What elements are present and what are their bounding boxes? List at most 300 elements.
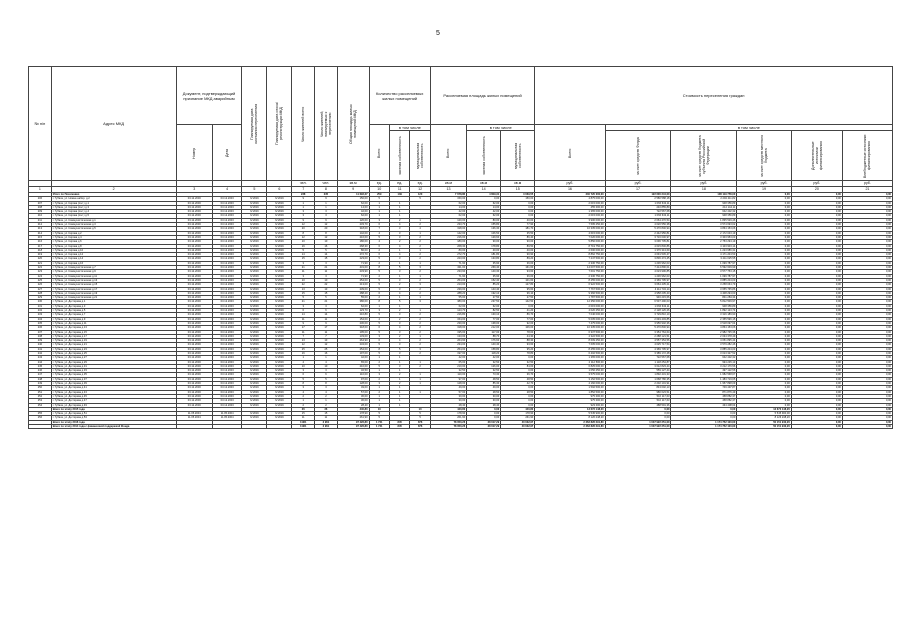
column-number-cell: 13 bbox=[430, 187, 466, 193]
table-cell: 8 255 000,00 bbox=[535, 278, 605, 282]
table-cell: 1 099 787,97 bbox=[671, 261, 737, 265]
table-cell: 03.12.2003 bbox=[212, 351, 242, 355]
table-cell: 57,00 bbox=[337, 390, 369, 394]
table-cell: 7 595 250,00 bbox=[535, 223, 605, 227]
table-cell: 1 bbox=[389, 377, 409, 381]
table-cell: г. Губаха, ул. Дегтярева д.31 bbox=[51, 364, 176, 368]
table-cell: 0,00 bbox=[737, 364, 791, 368]
table-cell: 318,00 bbox=[337, 326, 369, 330]
resettlement-table-sheet bbox=[28, 66, 893, 429]
table-cell: 03.12.2003 bbox=[212, 373, 242, 377]
table-cell: 242 bbox=[29, 351, 52, 355]
table-cell: г. Губаха, ул. Коммунистическая д.17 bbox=[51, 287, 176, 291]
table-cell: 209 bbox=[29, 210, 52, 214]
table-cell: 1 bbox=[369, 214, 389, 218]
table-cell: 2 202 101,91 bbox=[605, 382, 671, 386]
table-cell: 0,00 bbox=[842, 248, 892, 252]
table-cell: 93,60 bbox=[501, 343, 535, 347]
table-cell: 0,00 bbox=[737, 369, 791, 373]
table-cell: 455 000,00 bbox=[535, 205, 605, 209]
table-cell: 8 bbox=[315, 382, 338, 386]
table-cell: 3 577 753,15 bbox=[671, 270, 737, 274]
table-cell: 0,00 bbox=[842, 369, 892, 373]
table-cell: 221 bbox=[29, 261, 52, 265]
table-cell: 0,00 bbox=[791, 330, 842, 334]
table-cell: 86,40 bbox=[501, 235, 535, 239]
table-cell: 1 174 752 100,60 bbox=[671, 420, 737, 424]
table-cell: 11.05.2004 bbox=[176, 416, 212, 420]
table-cell: 2 bbox=[410, 291, 430, 295]
table-cell: 9 bbox=[292, 197, 315, 201]
table-cell: 42,00 bbox=[467, 210, 501, 214]
table-cell: 3 bbox=[389, 235, 409, 239]
table-cell: 0,00 bbox=[737, 257, 791, 261]
table-cell: 2 bbox=[369, 360, 389, 364]
table-cell: 0,00 bbox=[842, 257, 892, 261]
table-cell: 5 bbox=[389, 300, 409, 304]
table-cell: 16 bbox=[315, 244, 338, 248]
table-cell: IV.2016 bbox=[267, 296, 292, 300]
table-cell: 0,00 bbox=[791, 235, 842, 239]
table-cell: 0,00 bbox=[737, 287, 791, 291]
table-cell: 4 bbox=[389, 291, 409, 295]
table-cell: 78,80 bbox=[501, 351, 535, 355]
table-cell: г. Губаха, ул. Нижне-набер. д.2 bbox=[51, 197, 176, 201]
table-cell: IV.2016 bbox=[242, 412, 267, 416]
table-cell: 2 bbox=[410, 321, 430, 325]
table-cell: 5 bbox=[369, 278, 389, 282]
table-cell: 03.12.2003 bbox=[176, 201, 212, 205]
table-cell: 229 bbox=[29, 296, 52, 300]
table-cell: 03.12.2003 bbox=[212, 369, 242, 373]
table-cell: 8 255 000,00 bbox=[535, 347, 605, 351]
table-cell: IV.2016 bbox=[242, 291, 267, 295]
table-cell: 11.05.2004 bbox=[176, 412, 212, 416]
table-cell: 213 bbox=[29, 227, 52, 231]
table-cell: 4 bbox=[292, 360, 315, 364]
table-cell: 133,00 bbox=[430, 334, 466, 338]
column-number-cell: 16 bbox=[535, 187, 605, 193]
table-cell: 0,00 bbox=[501, 386, 535, 390]
table-cell: 03.12.2003 bbox=[212, 390, 242, 394]
header-address: Адрес МКД bbox=[51, 67, 176, 181]
table-cell: 845 bbox=[389, 425, 409, 429]
table-cell: 13 bbox=[292, 339, 315, 343]
table-cell: 264,90 bbox=[337, 339, 369, 343]
table-cell: 1 bbox=[389, 248, 409, 252]
table-cell: 0,00 bbox=[501, 394, 535, 398]
table-cell: 1 bbox=[369, 399, 389, 403]
header-residents: Число жителей всего bbox=[292, 67, 315, 181]
table-cell: 1 957 898,09 bbox=[671, 382, 737, 386]
table-cell: IV.2016 bbox=[267, 364, 292, 368]
table-cell: 0,00 bbox=[737, 235, 791, 239]
table-cell: 3 bbox=[315, 214, 338, 218]
table-cell: 03.12.2003 bbox=[212, 326, 242, 330]
table-cell: 15 bbox=[315, 291, 338, 295]
table-cell: 252 bbox=[29, 394, 52, 398]
table-cell: 22 bbox=[292, 283, 315, 287]
table-cell: 0,00 bbox=[842, 317, 892, 321]
table-cell: 230,00 bbox=[430, 321, 466, 325]
table-cell: 4 369 795,97 bbox=[605, 347, 671, 351]
table-cell: 03.12.2003 bbox=[176, 351, 212, 355]
table-cell: IV.2016 bbox=[267, 240, 292, 244]
table-cell: 0,00 bbox=[737, 218, 791, 222]
table-cell: 3 885 204,03 bbox=[671, 347, 737, 351]
table-cell: 5 bbox=[369, 330, 389, 334]
table-cell: IV.2016 bbox=[242, 296, 267, 300]
table-cell: 246 bbox=[29, 369, 52, 373]
table-cell: 03.12.2003 bbox=[176, 403, 212, 407]
table-cell: 0,00 bbox=[842, 274, 892, 278]
table-cell: 78,00 bbox=[501, 330, 535, 334]
table-cell: 4 958 205,40 bbox=[605, 291, 671, 295]
table-cell: 0,00 bbox=[737, 261, 791, 265]
table-cell: 0,00 bbox=[791, 201, 842, 205]
table-cell: 3 612 823,44 bbox=[605, 364, 671, 368]
table-cell: 03.12.2003 bbox=[176, 291, 212, 295]
table-cell: 0,00 bbox=[791, 343, 842, 347]
table-cell: 3 bbox=[369, 309, 389, 313]
table-cell: 38 017,29 bbox=[467, 420, 501, 424]
table-cell: 217 bbox=[29, 244, 52, 248]
table-cell: 4 025 717,54 bbox=[605, 343, 671, 347]
table-cell: 0,00 bbox=[501, 201, 535, 205]
table-cell: 243 bbox=[29, 356, 52, 360]
table-cell: 7 605 000,00 bbox=[535, 343, 605, 347]
column-number-cell: 5 bbox=[242, 187, 267, 193]
table-cell: 233 bbox=[29, 313, 52, 317]
table-cell: 4 875 000,00 bbox=[535, 197, 605, 201]
table-cell: 2 128 126,26 bbox=[605, 309, 671, 313]
table-cell: 2 bbox=[369, 296, 389, 300]
table-cell: 03.12.2003 bbox=[176, 227, 212, 231]
table-cell: г. Губаха, ул. Дегтярева д.15 bbox=[51, 330, 176, 334]
table-cell: 41,20 bbox=[501, 309, 535, 313]
table-cell: 5 bbox=[369, 287, 389, 291]
table-cell: 1 bbox=[410, 274, 430, 278]
table-cell: 6 337 500,00 bbox=[535, 330, 605, 334]
table-cell: IV.2016 bbox=[242, 244, 267, 248]
table-cell: 0,00 bbox=[791, 309, 842, 313]
table-cell: г. Губаха, ул. Дегтярева д.47 bbox=[51, 399, 176, 403]
table-cell: 14 bbox=[292, 253, 315, 257]
table-cell: 13 672 148,20 bbox=[535, 407, 605, 411]
table-cell: 3 bbox=[369, 218, 389, 222]
table-cell: 8 126 248,20 bbox=[535, 416, 605, 420]
table-cell: 5 bbox=[410, 412, 430, 416]
table-cell: 62,00 bbox=[337, 304, 369, 308]
table-cell: 1 592 500,00 bbox=[535, 386, 605, 390]
table-cell: 2 753 294,19 bbox=[671, 240, 737, 244]
table-cell: 0,00 bbox=[467, 412, 501, 416]
table-cell: 1 682 568,67 bbox=[671, 373, 737, 377]
table-cell: 0,00 bbox=[842, 326, 892, 330]
table-cell: 139 bbox=[389, 193, 409, 197]
table-cell: 5 bbox=[369, 343, 389, 347]
table-cell: IV.2016 bbox=[267, 218, 292, 222]
table-cell: 155,80 bbox=[467, 223, 501, 227]
table-cell: 62,00 bbox=[467, 304, 501, 308]
table-cell: 1 721 bbox=[369, 420, 389, 424]
table-cell: 15 bbox=[292, 257, 315, 261]
table-cell: 2 bbox=[410, 313, 430, 317]
table-cell: 3 bbox=[389, 257, 409, 261]
table-cell: 5 bbox=[292, 377, 315, 381]
table-cell: IV.2016 bbox=[242, 257, 267, 261]
table-cell: 4 864 153,06 bbox=[671, 227, 737, 231]
table-cell: 3 bbox=[410, 347, 430, 351]
table-cell: 12 bbox=[315, 343, 338, 347]
table-cell: 03.12.2003 bbox=[176, 394, 212, 398]
table-cell: 6 825 000,00 bbox=[535, 364, 605, 368]
table-cell: IV.2016 bbox=[242, 399, 267, 403]
table-cell: 318,00 bbox=[430, 227, 466, 231]
table-cell: IV.2016 bbox=[242, 351, 267, 355]
table-cell: 181,70 bbox=[501, 227, 535, 231]
table-cell: 03.12.2003 bbox=[212, 356, 242, 360]
table-cell: г. Губаха, ул. Кирова (пос.) д.5 bbox=[51, 214, 176, 218]
table-cell: г. Губаха, ул. Дегтярева д.45 bbox=[51, 394, 176, 398]
table-cell: 8 bbox=[369, 300, 389, 304]
table-cell: IV.2016 bbox=[242, 390, 267, 394]
header-area-incl: в том числе bbox=[467, 125, 535, 131]
table-cell: 8 719 750,00 bbox=[535, 244, 605, 248]
table-cell: 0,00 bbox=[737, 291, 791, 295]
table-cell: 0,00 bbox=[737, 313, 791, 317]
table-cell: 0,00 bbox=[842, 360, 892, 364]
table-cell: 14,00 bbox=[467, 205, 501, 209]
table-cell: IV.2016 bbox=[267, 360, 292, 364]
table-cell: 8 bbox=[292, 382, 315, 386]
table-cell: 133,00 bbox=[337, 334, 369, 338]
table-cell: 3 bbox=[389, 343, 409, 347]
table-cell: 0,00 bbox=[791, 394, 842, 398]
table-cell: 2 442 956,81 bbox=[605, 231, 671, 235]
table-cell: 161,60 bbox=[501, 266, 535, 270]
table-cell: 03.12.2003 bbox=[212, 266, 242, 270]
table-cell: 0,00 bbox=[842, 403, 892, 407]
table-cell: 03.12.2003 bbox=[176, 244, 212, 248]
table-cell: IV.2016 bbox=[242, 309, 267, 313]
table-cell: 65,00 bbox=[430, 360, 466, 364]
table-cell: IV.2016 bbox=[242, 386, 267, 390]
table-cell: 12 bbox=[292, 343, 315, 347]
table-cell: 0,00 bbox=[791, 223, 842, 227]
table-cell: IV.2016 bbox=[242, 360, 267, 364]
table-cell: 158,80 bbox=[467, 347, 501, 351]
table-cell: IV.2016 bbox=[267, 390, 292, 394]
table-cell: 6 bbox=[369, 253, 389, 257]
table-cell: 62,00 bbox=[430, 304, 466, 308]
table-cell: 0,00 bbox=[842, 425, 892, 429]
table-cell: 1 118 254,87 bbox=[605, 360, 671, 364]
table-cell: 03.12.2003 bbox=[212, 317, 242, 321]
table-cell: 3 bbox=[292, 369, 315, 373]
table-cell: 03.12.2003 bbox=[176, 326, 212, 330]
table-cell: 0,00 bbox=[737, 205, 791, 209]
table-cell: 0,00 bbox=[737, 390, 791, 394]
table-cell: 1 bbox=[410, 334, 430, 338]
table-cell: 3 bbox=[315, 369, 338, 373]
table-cell: 5 bbox=[369, 197, 389, 201]
table-cell: 1 223 686,31 bbox=[671, 248, 737, 252]
table-cell: 03.12.2003 bbox=[212, 270, 242, 274]
table-cell: 1 bbox=[315, 356, 338, 360]
table-cell: 71,90 bbox=[430, 261, 466, 265]
table-cell: 876 bbox=[410, 420, 430, 424]
table-cell: IV.2016 bbox=[267, 309, 292, 313]
table-cell: 7 020 000,00 bbox=[535, 235, 605, 239]
table-cell: 5 470 846,94 bbox=[605, 326, 671, 330]
table-cell: 85,30 bbox=[467, 382, 501, 386]
table-cell: Всего по этапу 2015 года bbox=[51, 407, 176, 411]
table-cell: 0,00 bbox=[791, 360, 842, 364]
unit-cell: кв.м bbox=[430, 181, 466, 187]
table-cell: 0,00 bbox=[737, 386, 791, 390]
table-cell: 7 767 500,00 bbox=[535, 287, 605, 291]
table-cell: 03.12.2003 bbox=[212, 218, 242, 222]
table-cell: 55,00 bbox=[430, 296, 466, 300]
table-cell: 0,00 bbox=[842, 283, 892, 287]
table-cell: 4 615 846,86 bbox=[605, 244, 671, 248]
table-cell: 3 bbox=[315, 210, 338, 214]
table-cell: 03.12.2003 bbox=[212, 291, 242, 295]
table-cell: 5 812 509,97 bbox=[671, 300, 737, 304]
table-cell: IV.2016 bbox=[242, 300, 267, 304]
column-number-cell: 21 bbox=[842, 187, 892, 193]
table-cell: 0,00 bbox=[842, 390, 892, 394]
table-cell: г. Губаха, ул. Кирова д.12 bbox=[51, 253, 176, 257]
table-cell: 288,20 bbox=[430, 291, 466, 295]
table-cell: 0,00 bbox=[842, 377, 892, 381]
table-cell bbox=[212, 425, 242, 429]
header-cost-local: за счет средств местного бюджета bbox=[737, 131, 791, 181]
table-cell: 3 900 000,00 bbox=[535, 218, 605, 222]
table-cell: 380,00 bbox=[337, 300, 369, 304]
table-cell: 180,00 bbox=[430, 240, 466, 244]
table-cell: 0,00 bbox=[791, 399, 842, 403]
table-cell: 241 bbox=[29, 347, 52, 351]
table-cell: г. Губаха, ул. Кирова (пос.) д.1 bbox=[51, 201, 176, 205]
table-cell: 1 bbox=[410, 309, 430, 313]
table-cell: 0,00 bbox=[842, 356, 892, 360]
table-cell: 0,00 bbox=[737, 399, 791, 403]
header-rooms-private: частная собственность bbox=[389, 131, 409, 181]
table-cell: 233,90 bbox=[430, 270, 466, 274]
header-rooms-municipal: муниципальная собственность bbox=[410, 131, 430, 181]
table-cell: 0,00 bbox=[737, 231, 791, 235]
table-cell: 62,00 bbox=[430, 214, 466, 218]
table-cell: 230,00 bbox=[337, 321, 369, 325]
table-cell: 27,50 bbox=[467, 296, 501, 300]
table-cell: IV.2016 bbox=[267, 326, 292, 330]
table-cell: 210,00 bbox=[337, 364, 369, 368]
column-number-cell: 11 bbox=[389, 187, 409, 193]
table-cell: 5 470 846,94 bbox=[605, 227, 671, 231]
table-cell: 1 bbox=[369, 201, 389, 205]
table-cell: 5 bbox=[369, 257, 389, 261]
table-cell: 0,00 bbox=[737, 278, 791, 282]
table-cell: 440,80 bbox=[337, 407, 369, 411]
table-cell: г. Губаха, ул. Коммунистическая д.13 bbox=[51, 278, 176, 282]
table-cell: 49,00 bbox=[467, 386, 501, 390]
table-cell: IV.2016 bbox=[242, 248, 267, 252]
table-cell: 269,40 bbox=[467, 266, 501, 270]
table-cell: 154,00 bbox=[337, 317, 369, 321]
table-cell: 2 bbox=[410, 351, 430, 355]
table-cell: 1 056 250,00 bbox=[535, 369, 605, 373]
table-cell: г. Губаха, ул. Дегтярева д.41 bbox=[51, 386, 176, 390]
table-cell: 03.12.2003 bbox=[212, 330, 242, 334]
table-cell: г. Губаха, ул. Коммунистическая д.11 bbox=[51, 274, 176, 278]
table-cell: 0,00 bbox=[791, 283, 842, 287]
table-cell: 11 bbox=[292, 416, 315, 420]
table-cell: 88,30 bbox=[501, 339, 535, 343]
table-cell: 2 bbox=[410, 330, 430, 334]
table-cell: IV.2016 bbox=[242, 197, 267, 201]
table-cell: 3 bbox=[292, 214, 315, 218]
table-cell: 239 bbox=[29, 339, 52, 343]
table-cell: 0,00 bbox=[791, 351, 842, 355]
table-cell: 211 bbox=[29, 218, 52, 222]
table-cell: 118,20 bbox=[467, 351, 501, 355]
table-cell: 288,20 bbox=[337, 291, 369, 295]
table-cell: 238 bbox=[292, 193, 315, 197]
table-cell: 0,00 bbox=[842, 235, 892, 239]
table-cell: IV.2016 bbox=[267, 351, 292, 355]
header-cost-total: Всего bbox=[535, 125, 605, 181]
table-cell: 178,90 bbox=[501, 412, 535, 416]
table-cell: г. Губаха, ул. Кирова (пос.) д.4 bbox=[51, 210, 176, 214]
table-cell: 95,60 bbox=[501, 287, 535, 291]
table-cell: 1 bbox=[389, 205, 409, 209]
table-cell: 128,00 bbox=[430, 382, 466, 386]
table-cell: 1 066 643,11 bbox=[605, 304, 671, 308]
table-cell: 0,00 bbox=[501, 304, 535, 308]
table-cell: 5 bbox=[369, 416, 389, 420]
table-cell: 216,80 bbox=[337, 313, 369, 317]
table-cell: 0,00 bbox=[671, 416, 737, 420]
table-cell: 216,00 bbox=[430, 235, 466, 239]
table-cell: 261,90 bbox=[337, 416, 369, 420]
table-cell: 03.12.2003 bbox=[212, 339, 242, 343]
column-number-cell: 3 bbox=[176, 187, 212, 193]
table-cell: 108 119 756,00 bbox=[671, 193, 737, 197]
table-cell: 2 bbox=[369, 248, 389, 252]
table-cell: 213,00 bbox=[337, 283, 369, 287]
table-cell: 0,00 bbox=[842, 266, 892, 270]
table-cell: 261,90 bbox=[501, 416, 535, 420]
table-cell: 11 bbox=[292, 330, 315, 334]
header-cost-group: Стоимость переселения граждан bbox=[535, 67, 893, 125]
table-cell: 1 bbox=[369, 205, 389, 209]
table-cell: 30,00 bbox=[430, 394, 466, 398]
table-cell: 2 bbox=[292, 403, 315, 407]
table-cell: 2 580 588,18 bbox=[605, 197, 671, 201]
table-cell: 0,00 bbox=[791, 377, 842, 381]
table-cell: 78 050,26 bbox=[430, 420, 466, 424]
table-cell: 4 bbox=[389, 253, 409, 257]
header-plan-date: Планируемая дата окончания переселения bbox=[242, 67, 267, 181]
table-cell: IV.2016 bbox=[242, 321, 267, 325]
column-number-cell: 12 bbox=[410, 187, 430, 193]
table-cell: 0,00 bbox=[842, 197, 892, 201]
table-cell: 03.12.2003 bbox=[212, 257, 242, 261]
table-cell: 7 678,86 bbox=[430, 193, 466, 197]
table-cell: 0,00 bbox=[842, 347, 892, 351]
